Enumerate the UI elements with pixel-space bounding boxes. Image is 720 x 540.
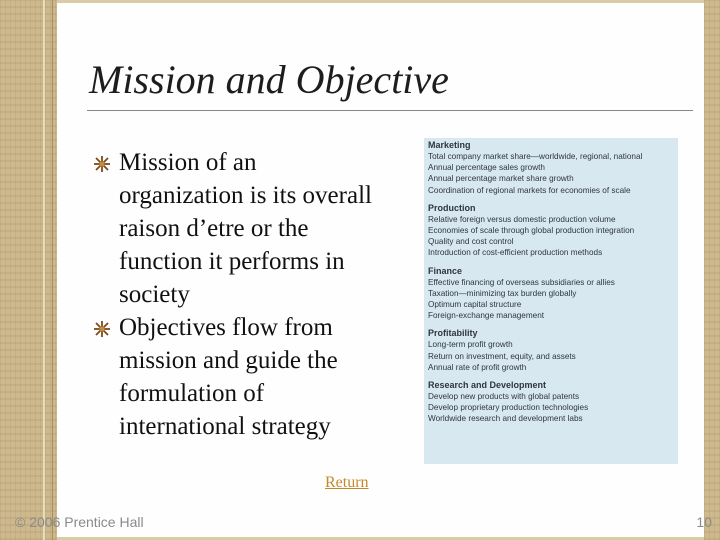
section-title: Marketing xyxy=(428,140,471,150)
starburst-bullet-icon xyxy=(93,155,111,173)
section-item: Foreign-exchange management xyxy=(428,311,545,321)
bullet-item xyxy=(93,146,383,311)
section-item: Relative foreign versus domestic production volume xyxy=(428,214,616,224)
decorative-right-border xyxy=(704,0,720,540)
footer-copyright: © 2006 Prentice Hall xyxy=(15,514,144,530)
section-item: Return on investment, equity, and assets xyxy=(428,351,576,361)
section-title: Research and Development xyxy=(428,380,547,391)
section-item: Develop proprietary production technologies xyxy=(428,403,589,413)
section-item: Effective financing of overseas subsidiaries or allies xyxy=(428,277,615,287)
slide-title: Mission and Objective xyxy=(89,57,449,102)
return-link[interactable]: Return xyxy=(325,474,369,491)
section-item: Annual rate of profit growth xyxy=(428,362,527,372)
section-item: Develop new products with global patents xyxy=(428,392,580,402)
page-number: 10 xyxy=(696,514,712,530)
slide xyxy=(57,0,704,540)
section-item: Economies of scale through global production integration xyxy=(428,226,635,236)
bullet-text: Mission of an organization is its overall raison d’etre or the function it performs in society xyxy=(119,149,372,308)
section-item: Long-term profit growth xyxy=(428,340,513,350)
section-item: Total company market share—worldwide, regional, national xyxy=(428,152,643,161)
section-item: Worldwide research and development labs xyxy=(428,414,583,424)
section-item: Coordination of regional markets for economies of scale xyxy=(428,185,631,195)
section-item: Quality and cost control xyxy=(428,237,514,247)
section-item: Annual percentage market share growth xyxy=(428,174,574,184)
section-title: Profitability xyxy=(428,328,478,339)
objectives-table xyxy=(424,138,678,464)
section-title: Production xyxy=(428,202,476,213)
title-underline xyxy=(87,110,693,111)
starburst-bullet-icon xyxy=(93,320,111,338)
section-title: Finance xyxy=(428,265,463,276)
bullet-list xyxy=(93,146,383,443)
section-item: Introduction of cost-efficient production methods xyxy=(428,248,603,258)
section-item: Taxation—minimizing tax burden globally xyxy=(428,288,577,298)
bullet-item xyxy=(93,311,383,443)
decorative-left-border xyxy=(0,0,57,540)
section-item: Annual percentage sales growth xyxy=(428,163,545,173)
section-item: Optimum capital structure xyxy=(428,300,522,310)
bullet-text: Objectives flow from mission and guide the formulation of international strategy xyxy=(119,314,338,440)
